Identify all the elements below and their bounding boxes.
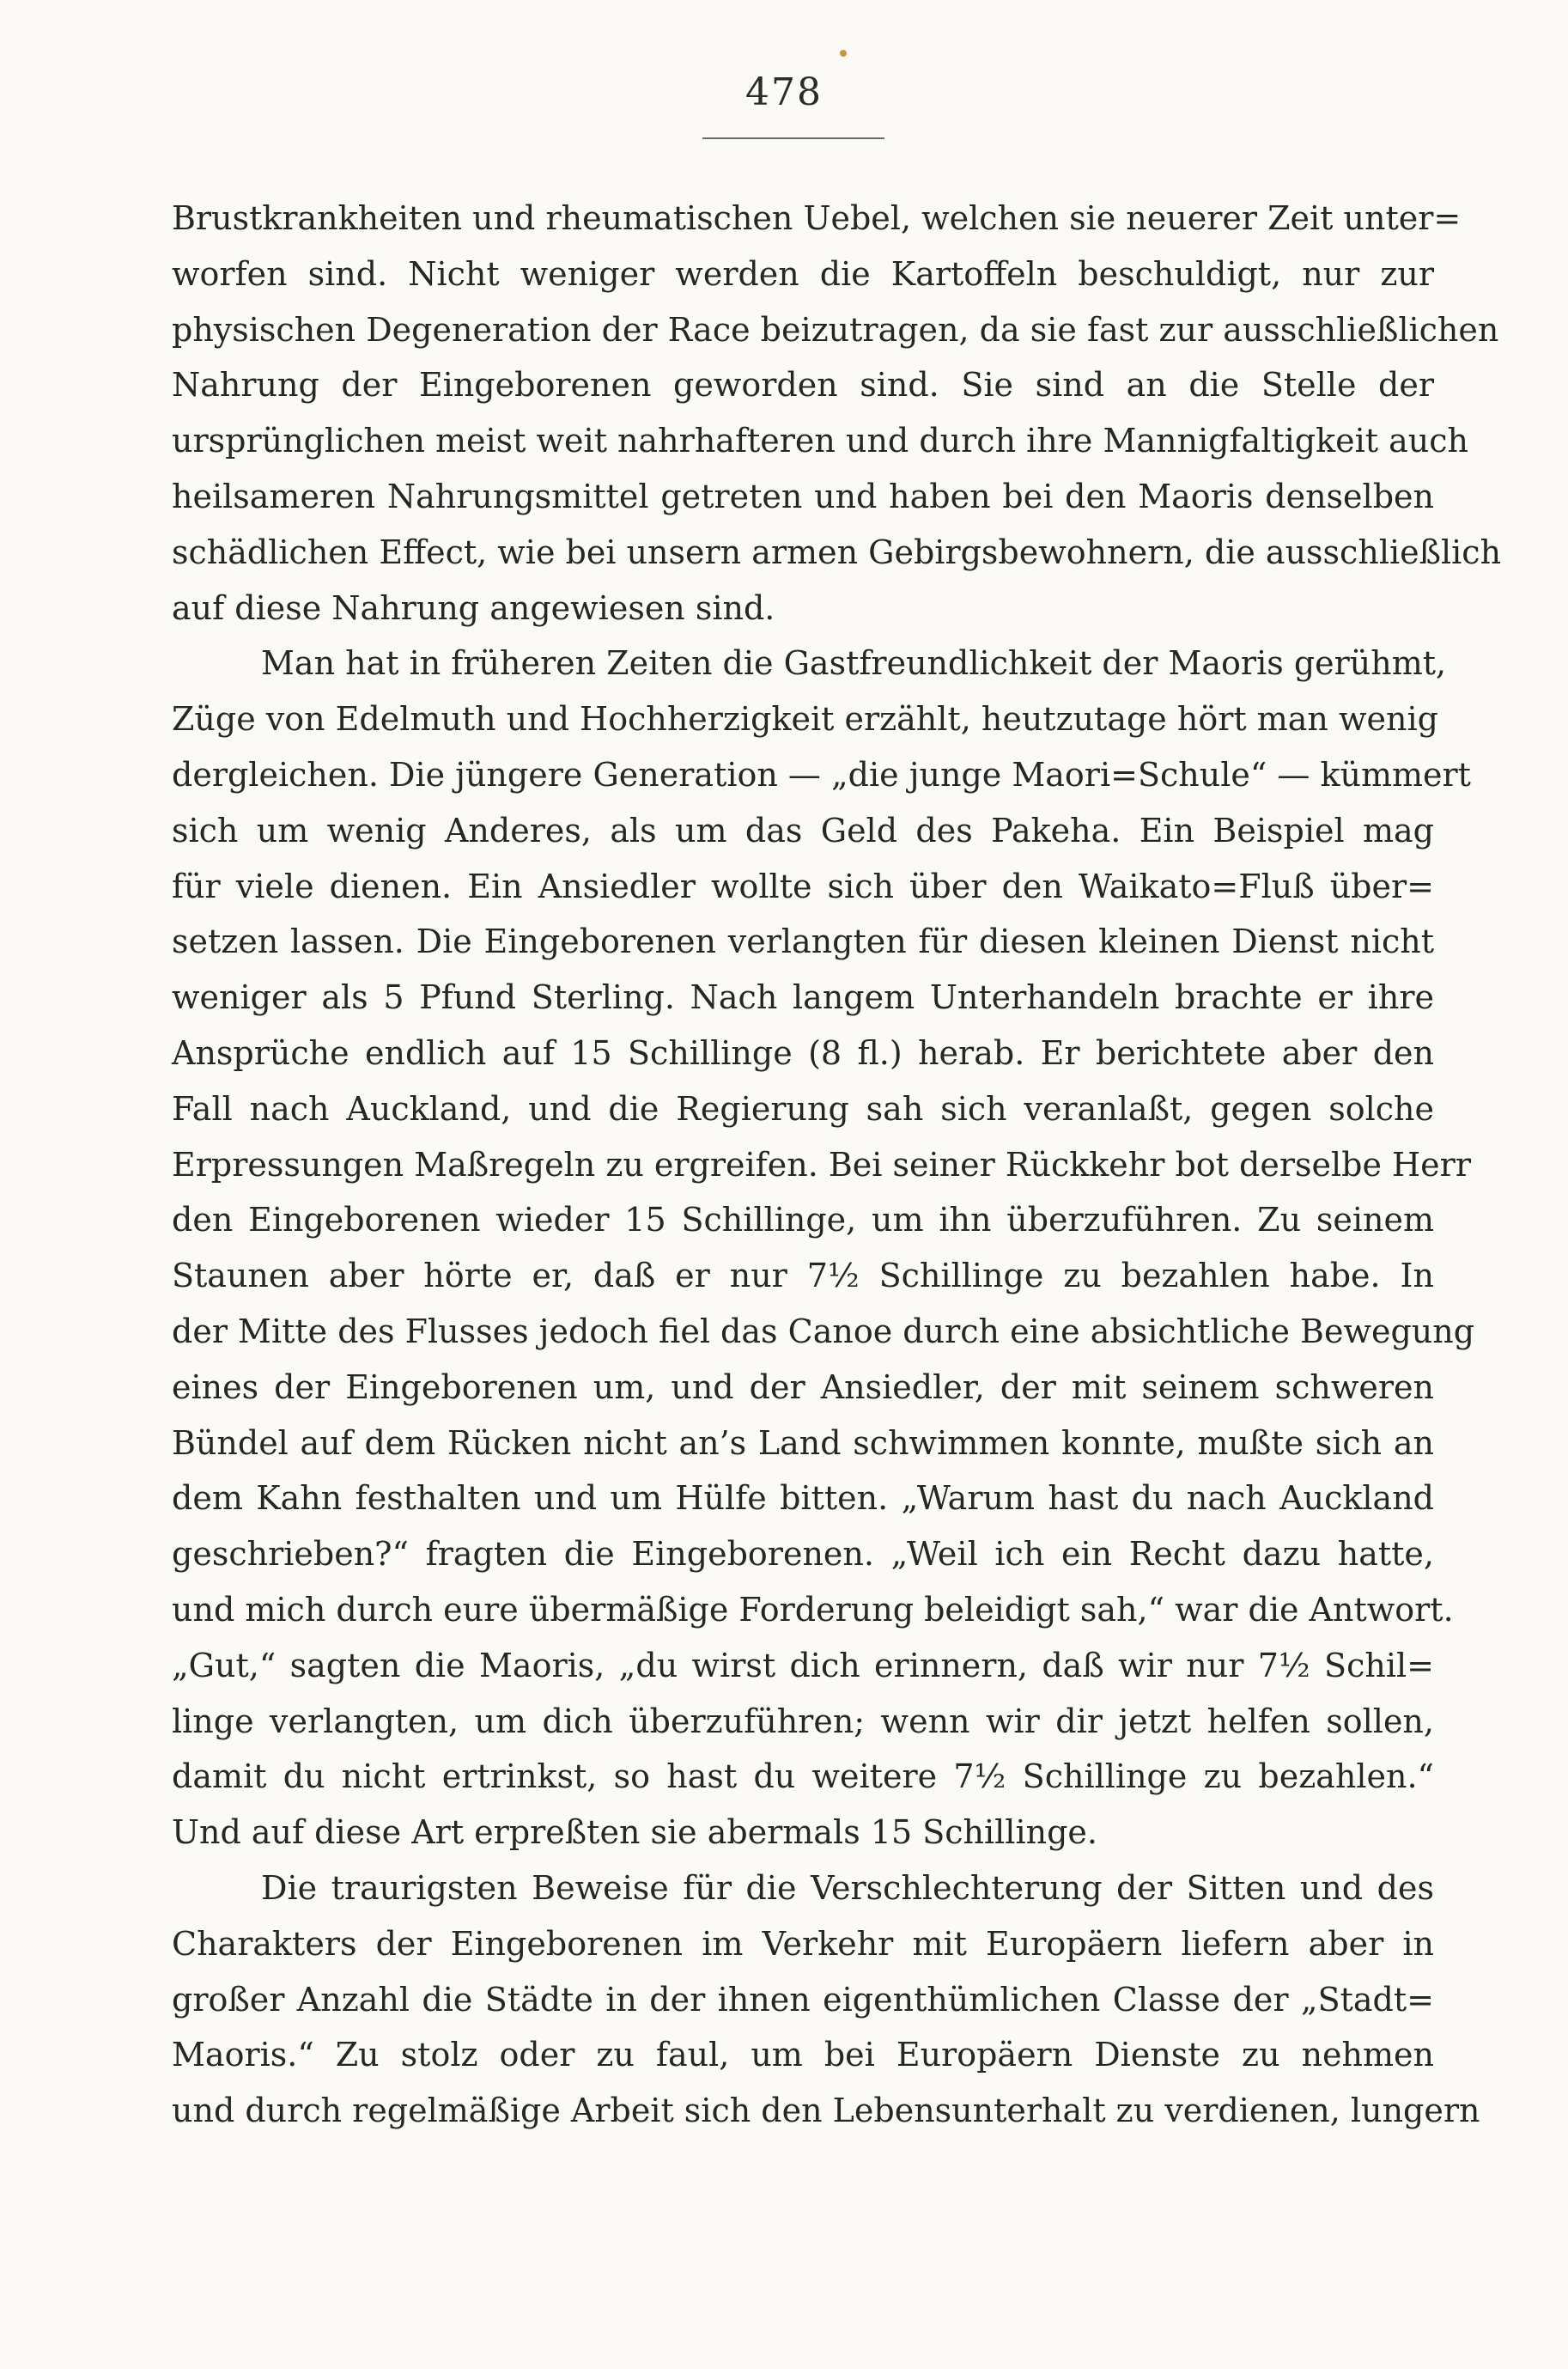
text-line: für viele dienen. Ein Ansiedler wollte sich über den Waikato=Fluß über= (172, 867, 1434, 905)
text-line: ursprünglichen meist weit nahrhafteren und durch ihre Mannigfaltigkeit auch (172, 422, 1468, 460)
text-line: dergleichen. Die jüngere Generation — „die junge Maori=Schule“ — kümmert (172, 755, 1471, 794)
text-line: auf diese Nahrung angewiesen sind. (172, 588, 775, 627)
ink-speck (840, 50, 847, 57)
text-line: und mich durch eure übermäßige Forderung beleidigt sah,“ war die Antwort. (172, 1590, 1454, 1629)
text-line: linge verlangten, um dich überzuführen; wenn wir dir jetzt helfen sollen, (172, 1702, 1434, 1740)
text-line: und durch regelmäßige Arbeit sich den Lebensunterhalt zu verdienen, lungern (172, 2092, 1480, 2130)
text-line: physischen Degeneration der Race beizutragen, da sie fast zur ausschließlichen (172, 310, 1499, 349)
body-text (172, 191, 1502, 2139)
page-number: 478 (745, 70, 823, 114)
text-line: Staunen aber hörte er, daß er nur 7½ Schillinge zu bezahlen habe. In (172, 1257, 1434, 1295)
text-line: weniger als 5 Pfund Sterling. Nach langem Unterhandeln brachte er ihre (172, 978, 1434, 1017)
text-line: Maoris.“ Zu stolz oder zu faul, um bei Europäern Dienste zu nehmen (172, 2036, 1434, 2074)
text-line: schädlichen Effect, wie bei unsern armen Gebirgsbewohnern, die ausschließlich (172, 533, 1502, 571)
text-line: Die traurigsten Beweise für die Verschlechterung der Sitten und des (261, 1868, 1434, 1907)
text-line: geschrieben?“ fragten die Eingeborenen. „Weil ich ein Recht dazu hatte, (172, 1535, 1434, 1574)
text-line: Und auf diese Art erpreßten sie abermals 15 Schillinge. (172, 1813, 1097, 1852)
text-line: sich um wenig Anderes, als um das Geld des Pakeha. Ein Beispiel mag (172, 811, 1434, 850)
text-line: damit du nicht ertrinkst, so hast du weitere 7½ Schillinge zu bezahlen.“ (172, 1757, 1434, 1796)
text-line: Brustkrankheiten und rheumatischen Uebel, welchen sie neuerer Zeit unter= (172, 199, 1462, 237)
paragraph-2 (172, 636, 1475, 1860)
text-line: dem Kahn festhalten und um Hülfe bitten. „Warum hast du nach Auckland (172, 1479, 1434, 1518)
text-line: worfen sind. Nicht weniger werden die Kartoffeln beschuldigt, nur zur (172, 254, 1434, 293)
text-line: Ansprüche endlich auf 15 Schillinge (8 fl.) herab. Er berichtete aber den (172, 1033, 1434, 1072)
text-line: Nahrung der Eingeborenen geworden sind. Sie sind an die Stelle der (172, 366, 1434, 405)
text-line: den Eingeborenen wieder 15 Schillinge, um ihn überzuführen. Zu seinem (172, 1201, 1434, 1239)
text-line: der Mitte des Flusses jedoch fiel das Canoe durch eine absichtliche Bewegung (172, 1312, 1475, 1350)
text-line: Man hat in früheren Zeiten die Gastfreundlichkeit der Maoris gerühmt, (261, 644, 1447, 683)
paragraph-1 (172, 191, 1502, 636)
text-line: eines der Eingeborenen um, und der Ansiedler, der mit seinem schweren (172, 1367, 1434, 1406)
text-line: setzen lassen. Die Eingeborenen verlangten für diesen kleinen Dienst nicht (172, 923, 1434, 961)
text-line: „Gut,“ sagten die Maoris, „du wirst dich erinnern, daß wir nur 7½ Schil= (172, 1646, 1434, 1684)
text-line: Züge von Edelmuth und Hochherzigkeit erzählt, heutzutage hört man wenig (172, 700, 1438, 739)
text-line: Erpressungen Maßregeln zu ergreifen. Bei seiner Rückkehr bot derselbe Herr (172, 1145, 1472, 1184)
header-rule (702, 137, 884, 139)
text-line: großer Anzahl die Städte in der ihnen eigenthümlichen Classe der „Stadt= (172, 1980, 1434, 2019)
paragraph-3 (172, 1860, 1480, 2139)
text-line: Fall nach Auckland, und die Regierung sah sich veranlaßt, gegen solche (172, 1089, 1434, 1128)
text-line: Charakters der Eingeborenen im Verkehr mit Europäern liefern aber in (172, 1924, 1434, 1963)
text-line: heilsameren Nahrungsmittel getreten und haben bei den Maoris denselben (172, 477, 1434, 515)
text-line: Bündel auf dem Rücken nicht an’s Land schwimmen konnte, mußte sich an (172, 1423, 1434, 1462)
